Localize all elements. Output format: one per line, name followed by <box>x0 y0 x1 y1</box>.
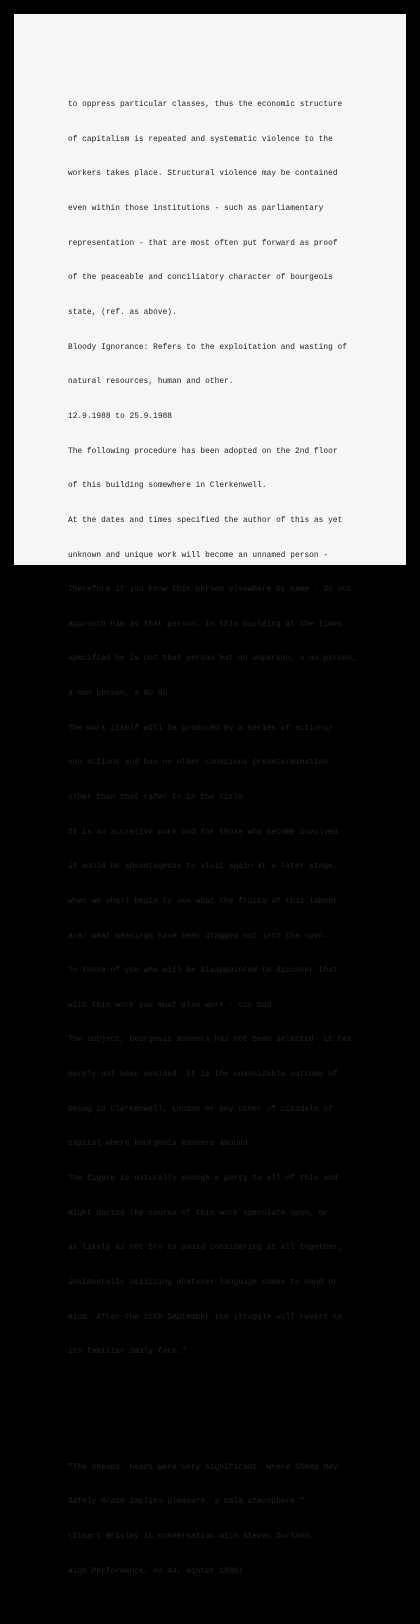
text-line: At the dates and times specified the author of this as yet <box>68 516 343 525</box>
text-line: It is an accretive work and for those who become involved <box>68 828 338 837</box>
text-line: natural resources, human and other. <box>68 378 234 387</box>
text-line: The figure is naturally enough a party to all of this and <box>68 1175 338 1184</box>
quote-line: High Performance, no.44, Winter 1988) <box>68 1567 243 1576</box>
closing-quote <box>68 1440 368 1602</box>
text-line: unknown and unique work will become an unnamed person - <box>68 551 329 560</box>
text-line: The following procedure has been adopted on the 2nd floor <box>68 447 338 456</box>
text-line: specified he is not that person but an unperson, a no person, <box>68 655 357 664</box>
text-line: state, (ref. as above). <box>68 309 177 318</box>
text-line: a non person, a NO NO. <box>68 690 173 699</box>
text-line: other than that refer to in the title. <box>68 794 248 802</box>
document-page <box>14 14 406 1576</box>
text-line: when we shall begin to see what the fruits of this labour <box>68 897 338 906</box>
text-line: workers takes place. Structural violence may be contained <box>68 170 338 179</box>
text-line: The work itself will be produced by a series of actions/ <box>68 724 333 733</box>
text-line: merely not been avoided. It is the unavoidable outcome of <box>68 1071 338 1080</box>
text-line: approach him as that person. In this building at the times <box>68 620 343 629</box>
quote-line: "The sheeps' heads were very significant. Where Sheep May <box>68 1463 338 1472</box>
text-line: capital where bourgeois manners abound. <box>68 1140 253 1149</box>
text-line: to oppress particular classes, thus the economic structure <box>68 101 343 110</box>
text-line: being in Clerkenwell, London or any other of citadels of <box>68 1105 333 1114</box>
text-line: of this building somewhere in Clerkenwell. <box>68 482 267 491</box>
text-line: representation - that are most often put forward as proof <box>68 239 338 248</box>
text-line: Therefore if you know this person elsewhere by name - do not <box>68 586 352 595</box>
text-line: of the peaceable and conciliatory character of bourgeois <box>68 274 333 283</box>
text-line: its familiar daily form." <box>68 1348 187 1357</box>
text-line: incidentally utilizing whatever language comes to hand or <box>68 1278 338 1287</box>
text-line: non actions and has no other conscious predetermination <box>68 759 329 768</box>
text-line: even within those institutions - such as parliamentary <box>68 205 324 214</box>
quote-line: Safely Graze implies pleasure, a calm atmosphere." <box>68 1498 305 1507</box>
text-line: To those of you who will be disappointed to discover that <box>68 967 338 976</box>
text-line: might during the course of this work speculate upon, or <box>68 1209 329 1218</box>
text-line: with this work you must also work - too bad. <box>68 1001 277 1010</box>
text-line: of capitalism is repeated and systematic violence to the <box>68 135 333 144</box>
text-line: mind. After the 25th September the struggle will revert to <box>68 1313 343 1322</box>
body-paragraphs <box>68 77 368 1382</box>
text-line: 12.9.1988 to 25.9.1988 <box>68 412 173 421</box>
text-line: are/ what meanings have been dragged out into the open. <box>68 932 329 941</box>
paragraph-gap <box>68 1405 368 1417</box>
text-line: The subject, bourgeois manners has not been selected- it has <box>68 1036 352 1045</box>
text-line: it would be advantageous to visit again at a later stage, <box>68 863 338 872</box>
text-line: as likely as not try to avoid considering it all together, <box>68 1244 343 1253</box>
quote-line: (Stuart Brisley in conversation with Steven Durland, <box>68 1533 314 1541</box>
document-text <box>68 54 368 1624</box>
text-line: Bloody Ignorance: Refers to the exploitation and wasting of <box>68 343 348 352</box>
